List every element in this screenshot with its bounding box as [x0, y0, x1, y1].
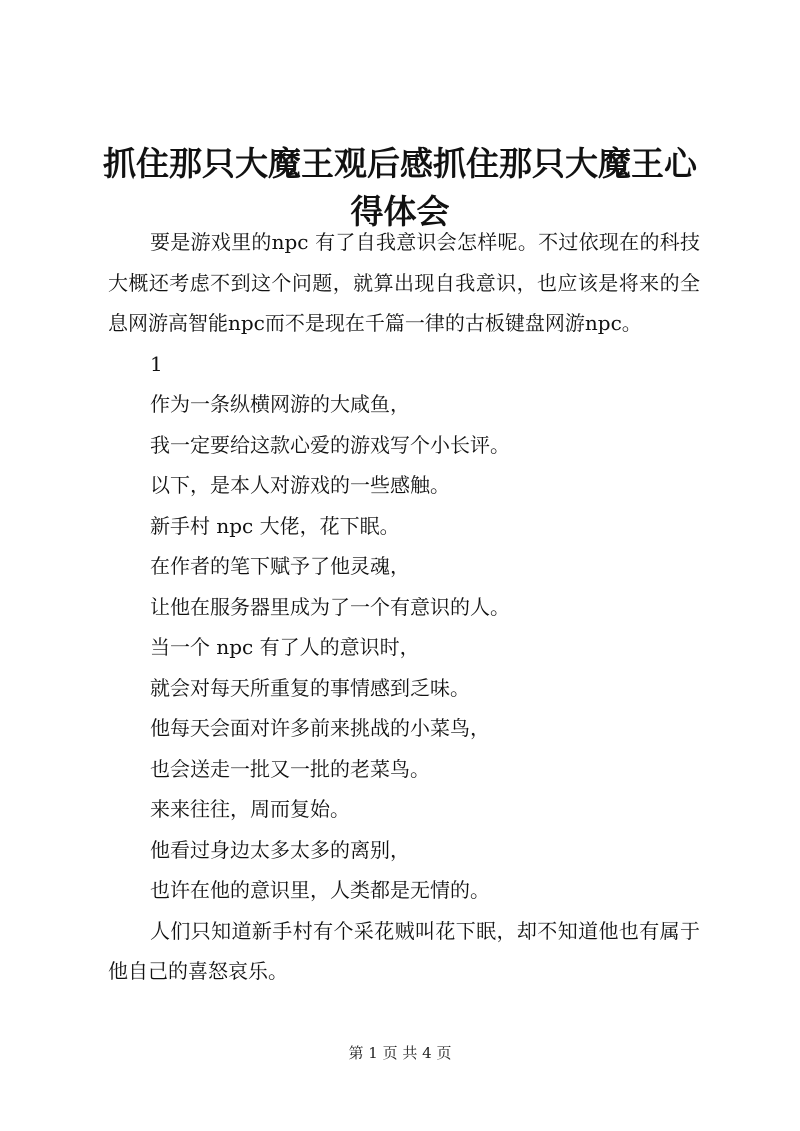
paragraph: 我一定要给这款心爱的游戏写个小长评。 [150, 432, 510, 457]
paragraph: 来来往往，周而复始。 [150, 797, 350, 821]
document-body [108, 222, 700, 992]
paragraph: 在作者的笔下赋予了他灵魂， [150, 554, 410, 578]
paragraph: 以下，是本人对游戏的一些感触。 [150, 473, 450, 497]
paragraph: 就会对每天所重复的事情感到乏味。 [150, 675, 470, 700]
paragraph: 新手村 npc 大佬，花下眠。 [150, 513, 400, 538]
paragraph: 当一个 npc 有了人的意识时， [150, 635, 420, 659]
paragraph: 他每天会面对许多前来挑战的小菜鸟， [150, 716, 490, 740]
paragraph: 也会送走一批又一批的老菜鸟。 [150, 756, 430, 781]
paragraph: 他看过身边太多太多的离别， [150, 837, 410, 862]
paragraph: 也许在他的意识里，人类都是无情的。 [150, 878, 490, 902]
paragraph: 1 [150, 351, 163, 376]
paragraph: 要是游戏里的npc 有了自我意识会怎样呢。不过依现在的科技大概还考虑不到这个问题，就算出现自我意识，也应该是将来的全息网游高智能npc而不是现在千篇一律的古板键盘网游npc。 [108, 230, 700, 335]
paragraph: 作为一条纵横网游的大咸鱼， [150, 392, 410, 416]
paragraph: 人们只知道新手村有个采花贼叫花下眠，却不知道他也有属于他自己的喜怒哀乐。 [108, 918, 700, 983]
paragraph: 让他在服务器里成为了一个有意识的人。 [150, 594, 510, 619]
page-number-footer: 第 1 页 共 4 页 [348, 1044, 452, 1062]
document-title: 抓住那只大魔王观后感抓住那只大魔王心得体会 [103, 144, 697, 231]
